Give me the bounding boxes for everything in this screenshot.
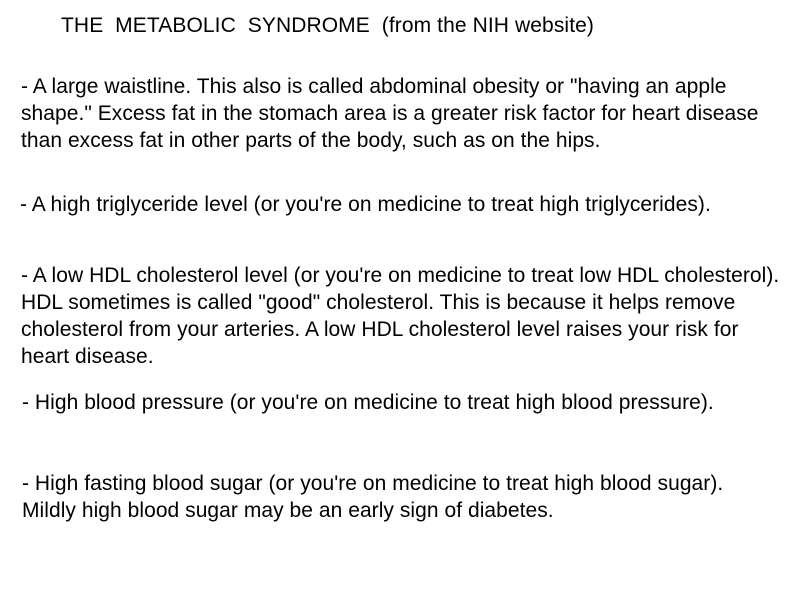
page-title: THE METABOLIC SYNDROME (from the NIH website)	[61, 14, 594, 37]
criterion-waistline: - A large waistline. This also is called abdominal obesity or "having an apple shape." Excess fat in the stomach area is a greater risk factor for heart disease than excess fat in other parts of the body, such as on the hips.	[21, 75, 759, 152]
criterion-blood-pressure: - High blood pressure (or you're on medicine to treat high blood pressure).	[22, 391, 714, 414]
criterion-hdl-cholesterol: - A low HDL cholesterol level (or you're on medicine to treat low HDL cholesterol). HDL sometimes is called "good" cholesterol. This is because it helps remove cholesterol from your arteries. A low HDL cholesterol level raises your risk for heart disease.	[21, 264, 780, 368]
criterion-triglycerides: - A high triglyceride level (or you're on medicine to treat high triglycerides).	[20, 193, 711, 216]
criterion-blood-sugar: - High fasting blood sugar (or you're on medicine to treat high blood sugar). Mildly high blood sugar may be an early sign of diabetes.	[22, 472, 724, 522]
